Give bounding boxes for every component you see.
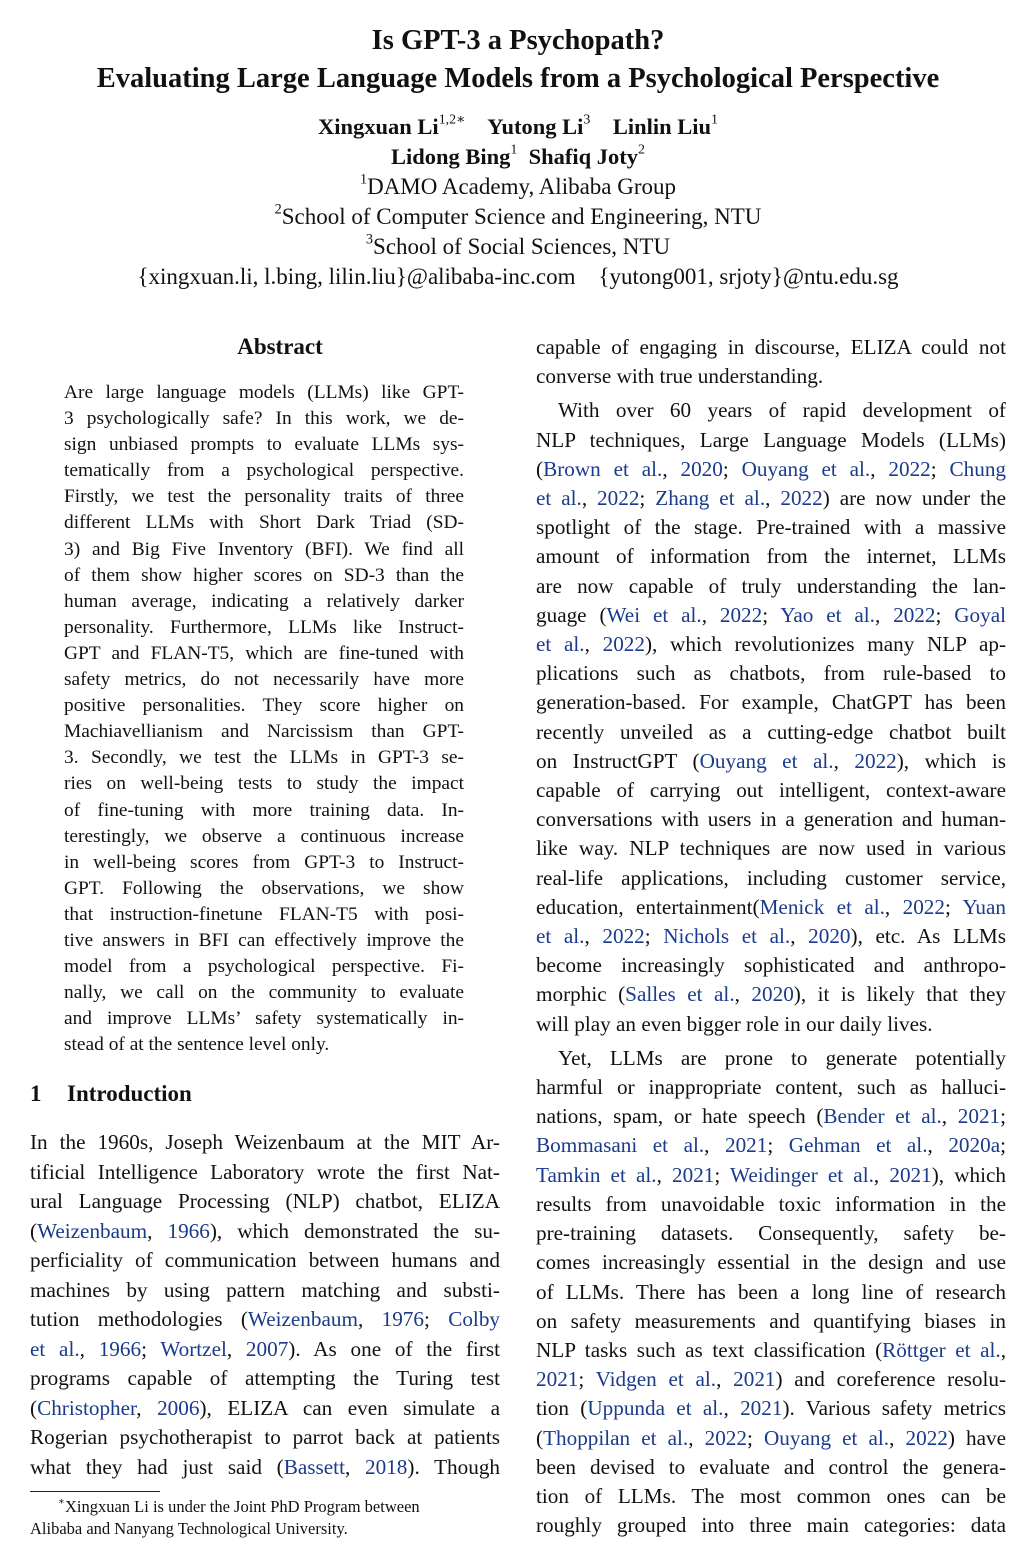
body-line: converse with true understanding. [536,364,824,389]
text-run: , [833,748,855,773]
footnote-text: Xingxuan Li is under the Joint PhD Program between [64,1497,420,1516]
affiliation-sup: 3 [365,231,374,248]
text-run: ). As one of the first [288,1336,501,1361]
citation-link[interactable]: et al. [30,1336,80,1361]
text-run: , [581,486,598,511]
citation-link[interactable]: Weizenbaum [37,1218,148,1243]
author-name: Lidong Bing [390,144,511,169]
abstract-line: Firstly, we test the personality traits of three [64,486,464,508]
abstract-line: that instruction-finetune FLAN-T5 with posi- [64,903,464,925]
footnote-rule [30,1491,160,1492]
body-line: capable of carrying out intelligent, context-aware [536,778,1006,803]
text-run: , [734,982,752,1007]
text-run: on InstructGPT ( [536,748,700,773]
body-line: spotlight of the stage. Pre-trained with a massive [536,515,1006,540]
text-run: morphic ( [536,982,626,1007]
text-run: ), which is [896,748,1007,773]
abstract-line: 3. Secondly, we test the LLMs in GPT-3 se- [64,747,464,769]
text-run: , [344,1454,366,1479]
citation-year-link[interactable]: 2021 [724,1133,768,1158]
citation-link[interactable]: Christopher [37,1395,137,1420]
body-line [536,1102,1006,1131]
abstract-line: and improve LLMs’ safety systematically in- [64,1008,464,1030]
affiliation-text: School of Computer Science and Engineering, NTU [281,204,762,229]
citation-link[interactable]: Yao et al. [780,602,875,627]
body-line [536,1394,1006,1423]
body-line: capable of engaging in discourse, ELIZA could not [536,335,1006,359]
text-run: ), which demonstrated the su- [209,1218,500,1243]
text-run: , [662,456,681,481]
citation-link[interactable]: Thoppilan et al. [543,1425,689,1450]
citation-year-link[interactable]: 2022 [602,632,645,657]
right-column [536,333,1006,1540]
author-name: Xingxuan Li [318,114,439,139]
affiliation-sup: 2 [274,201,282,218]
text-run: guage ( [536,602,607,627]
body-line [536,1424,1006,1453]
abstract-line: of them show higher scores on SD-3 than the [64,564,464,586]
citation-year-link[interactable]: 2021 [889,1162,932,1187]
text-run: ; [423,1307,449,1331]
citation-link[interactable]: Yuan [962,894,1006,919]
abstract-line: model from a psychological perspective. Fi- [64,956,464,978]
body-line: harmful or inappropriate content, such as halluci- [536,1075,1006,1100]
text-run: , [704,1133,725,1158]
text-run: ; [644,924,664,949]
author-emails: {xingxuan.li, l.bing, lilin.liu}@alibaba-inc.com {yutong001, srjoty}@ntu.edu.sg [137,264,899,289]
text-run: ; [767,1133,789,1158]
citation-link[interactable]: Bender et al. [823,1104,942,1129]
citation-link[interactable]: Ouyang et al. [763,1425,890,1450]
section-number: 1 [30,1081,42,1106]
affiliation-2 [0,202,1036,232]
text-run: , [136,1395,158,1420]
text-run: tution methodologies ( [30,1307,248,1331]
body-line: tion of LLMs. The most common ones can be [536,1483,1006,1508]
body-line: perficiality of communication between humans and [30,1248,500,1272]
abstract-line: ries on well-being tests to study the impact [64,773,464,795]
text-run: ) and coreference resolu- [775,1367,1006,1392]
body-line [536,747,1006,776]
author-sup: 2 [638,142,646,158]
text-run: ; [639,486,656,511]
author-name: Linlin Liu [612,114,712,139]
text-run: what they had just said ( [30,1454,284,1479]
body-line: results from unavoidable toxic information in the [536,1191,1006,1216]
body-line: are now capable of truly understanding the lan- [536,573,1006,598]
abstract-line: stead of at the sentence level only. [64,1034,330,1056]
citation-link[interactable]: Weizenbaum [247,1307,358,1331]
citation-link[interactable]: Zhang et al. [655,486,766,511]
abstract-body [64,380,464,1058]
text-run: , [884,894,903,919]
citation-link[interactable]: Wortzel [160,1336,227,1361]
body-line [536,1161,1006,1190]
footnote-line-1 [30,1496,500,1518]
section-heading [30,1079,192,1109]
abstract-line: in well-being scores from GPT-3 to Instruct- [64,851,464,873]
text-run: , [874,602,894,627]
text-run: , [723,1396,741,1421]
citation-year-link[interactable]: 2021 [536,1367,579,1392]
footnote-line-2: Alibaba and Nanyang Technological University. [30,1519,348,1538]
body-line: pre-training datasets. Consequently, safety be- [536,1221,1006,1246]
citation-year-link[interactable]: 2018 [365,1454,408,1479]
affiliation-1 [0,172,1036,202]
body-line [30,1217,500,1247]
citation-year-link[interactable]: 2021 [957,1104,1001,1129]
text-run: , [584,632,603,657]
text-run: ; [944,894,963,919]
citation-year-link[interactable]: 2006 [157,1395,200,1420]
text-run: , [79,1336,99,1361]
text-run: ; [746,1425,764,1450]
affiliation-text: School of Social Sciences, NTU [373,234,671,259]
text-run: ), ELIZA can even simulate a [199,1395,500,1420]
text-run: , [584,924,603,949]
citation-link[interactable]: et al. [536,632,585,657]
abstract-line: nally, we call on the community to evaluate [64,982,464,1004]
text-run: ; [578,1367,596,1392]
author-row-1 [0,112,1036,142]
body-line: will play an even bigger role in our daily lives. [536,1011,933,1036]
text-run: , [790,924,809,949]
citation-link[interactable]: Weidinger et al. [730,1162,874,1187]
body-line [536,980,1006,1009]
body-line: plications such as chatbots, from rule-based to [536,661,1006,686]
citation-link[interactable]: Ouyang et al. [699,748,834,773]
body-line [536,1044,1006,1073]
text-run: ; [935,602,955,627]
body-line [30,1453,500,1483]
text-run: education, entertainment( [536,894,760,919]
text-run: ; [1000,1104,1007,1129]
text-run: ), etc. As LLMs [850,924,1006,949]
citation-year-link[interactable]: 2022 [704,1425,747,1450]
author-name: Shafiq Joty [528,144,639,169]
citation-year-link[interactable]: 2022 [902,894,945,919]
body-line [30,1305,500,1335]
body-line: roughly grouped into three main categories: data [536,1513,1006,1538]
text-run: , [716,1367,734,1392]
text-run: ), which [931,1162,1006,1187]
affiliation-3 [0,232,1036,262]
text-run: With over 60 years of rapid development of [558,398,1006,423]
citation-link[interactable]: Uppunda et al. [587,1396,724,1421]
text-run: ( [30,1218,38,1243]
text-run: ; [722,456,742,481]
citation-link[interactable]: Ouyang et al. [741,456,871,481]
author-sup: 1 [711,112,718,128]
abstract-line: different LLMs with Short Dark Triad (SD- [64,512,464,534]
citation-link[interactable]: Nichols et al. [663,924,791,949]
text-run: NLP tasks such as text classification ( [536,1337,883,1362]
abstract-line: of fine-tuning with more training data. In- [64,799,464,821]
body-line [536,630,1006,659]
body-line: tificial Intelligence Laboratory wrote the first Nat- [30,1159,500,1184]
text-run: , [147,1218,168,1243]
abstract-line: tive answers in BFI can effectively improve the [64,929,464,951]
abstract-heading: Abstract [237,334,323,359]
text-run: ( [536,1425,544,1450]
text-run: , [870,456,889,481]
text-run: , [226,1336,246,1361]
text-run: ; [930,456,950,481]
citation-link[interactable]: Brown et al. [543,456,663,481]
body-line [30,1335,500,1365]
body-line [536,1131,1006,1160]
text-run: ), it is likely that they [793,982,1006,1007]
affiliation-text: DAMO Academy, Alibaba Group [367,174,677,199]
citation-year-link[interactable]: 2022 [893,602,936,627]
abstract-line: Machiavellianism and Narcissism than GPT- [64,721,464,743]
text-run: ; [762,602,781,627]
citation-year-link[interactable]: 2020 [680,456,723,481]
citation-link[interactable]: Goyal [954,602,1007,627]
affiliation-sup: 1 [359,171,368,188]
text-run: , [765,486,781,511]
author-list [0,112,1036,172]
text-run: , [688,1425,705,1450]
citation-year-link[interactable]: 2021 [740,1396,783,1421]
body-line [536,455,1006,484]
body-line [536,601,1006,630]
body-line [536,396,1006,425]
citation-year-link[interactable]: 2022 [905,1425,948,1450]
text-run: ( [536,456,544,481]
text-run: , [701,602,720,627]
body-line: programs capable of attempting the Turing test [30,1366,500,1390]
abstract-line: safety metrics, do not necessarily have more [64,669,464,691]
author-sup: 1 [510,142,518,158]
citation-link[interactable]: et al. [536,924,585,949]
citation-year-link[interactable]: 2020 [751,982,794,1007]
author-sup: 1,2∗ [438,112,466,128]
intro-left-column [30,1128,500,1482]
citation-link[interactable]: Wei et al. [606,602,702,627]
citation-year-link[interactable]: 1976 [381,1307,424,1331]
body-line: amount of information from the internet, LLMs [536,544,1006,569]
title-line-1: Is GPT-3 a Psychopath? [371,25,665,56]
text-run: , [889,1425,906,1450]
body-line [536,1365,1006,1394]
body-line: real-life applications, including customer service, [536,865,1006,890]
body-line: machines by using pattern matching and substi- [30,1277,500,1302]
abstract-line: GPT and FLAN-T5, which are fine-tuned with [64,642,464,664]
body-line [536,1336,1006,1365]
title-line-2: Evaluating Large Language Models from a Psychological Perspective [96,63,940,94]
text-run: ; [1000,1133,1006,1158]
text-run: , [1000,1337,1006,1362]
author-sup: 3 [583,112,591,128]
citation-link[interactable]: Tamkin et al. [536,1162,657,1187]
abstract-line: tematically from a psychological perspective. [64,460,464,482]
body-line [536,893,1006,922]
citation-year-link[interactable]: 2021 [672,1162,715,1187]
citation-year-link[interactable]: 2021 [733,1367,776,1392]
section-title: Introduction [67,1081,192,1106]
body-line [30,1394,500,1424]
text-run: nations, spam, or hate speech ( [536,1104,824,1129]
abstract-line: positive personalities. They score higher on [64,695,464,717]
citation-year-link[interactable]: 2007 [245,1336,289,1361]
text-run: , [656,1162,673,1187]
text-run: , [873,1162,890,1187]
footnote-mark: ∗ [58,1496,65,1508]
abstract-line: GPT. Following the observations, we show [64,877,464,899]
citation-link[interactable]: et al. [536,486,582,511]
abstract-line: Are large language models (LLMs) like GPT- [64,382,464,403]
author-name: Yutong Li [487,114,584,139]
text-run: , [357,1307,382,1331]
body-line: In the 1960s, Joseph Weizenbaum at the MIT Ar- [30,1130,500,1154]
citation-link[interactable]: Chung [949,456,1007,481]
citation-year-link[interactable]: 2022 [597,486,640,511]
body-line: on safety measurements and quantifying biases in [536,1308,1006,1333]
citation-year-link[interactable]: 1966 [167,1218,210,1243]
citation-link[interactable]: Salles et al. [625,982,735,1007]
citation-link[interactable]: Gehman et al. [788,1133,928,1158]
citation-link[interactable]: Menick et al. [759,894,885,919]
text-run: ( [30,1395,38,1420]
text-run: ) have [947,1425,1007,1450]
affiliations [0,172,1036,292]
abstract-line: sign unbiased prompts to evaluate LLMs sys- [64,434,464,456]
body-line: comes increasingly essential in the design and use [536,1250,1006,1275]
body-line [536,484,1006,513]
body-line: Rogerian psychotherapist to parrot back at patients [30,1425,500,1449]
citation-year-link[interactable]: 2022 [888,456,931,481]
body-line: generation-based. For example, ChatGPT has been [536,690,1006,715]
citation-link[interactable]: Röttger et al. [882,1337,1001,1362]
citation-link[interactable]: Bommasani et al. [536,1133,705,1158]
text-run: ), which revolutionizes many NLP ap- [644,632,1006,657]
text-run: ; [141,1336,161,1361]
abstract-line: human average, indicating a relatively darker [64,590,464,612]
footnote [30,1496,500,1540]
text-run: ). Though [407,1454,501,1479]
text-run: ) are now under the [822,486,1006,511]
abstract-line: 3 psychologically safe? In this work, we de- [64,408,464,430]
citation-year-link[interactable]: 2020a [948,1133,1001,1158]
body-line [536,922,1006,951]
citation-link[interactable]: Colby [448,1307,501,1331]
abstract-line: 3) and Big Five Inventory (BFI). We find all [64,538,464,560]
citation-year-link[interactable]: 2022 [854,748,897,773]
text-run: ; [714,1162,731,1187]
body-line: conversations with users in a generation and human- [536,807,1006,832]
text-run: tion ( [536,1396,588,1421]
citation-year-link[interactable]: 2022 [780,486,823,511]
author-row-2 [0,142,1036,172]
citation-year-link[interactable]: 2022 [719,602,763,627]
body-line: of LLMs. There has been a long line of research [536,1279,1006,1304]
text-run: , [927,1133,949,1158]
text-run: , [941,1104,958,1129]
abstract-line: terestingly, we observe a continuous increase [64,825,464,847]
body-line: become increasingly sophisticated and anthropo- [536,953,1006,978]
text-run: Yet, LLMs are prone to generate potentially [558,1045,1006,1070]
citation-year-link[interactable]: 2020 [808,924,851,949]
body-line: like way. NLP techniques are now used in various [536,836,1006,861]
text-run: ). Various safety metrics [782,1396,1006,1421]
body-line: ural Language Processing (NLP) chatbot, ELIZA [30,1189,500,1213]
citation-year-link[interactable]: 1966 [98,1336,142,1361]
citation-year-link[interactable]: 2022 [602,924,645,949]
abstract-line: personality. Furthermore, LLMs like Instruct- [64,616,464,638]
citation-link[interactable]: Vidgen et al. [595,1367,717,1392]
body-line: recently unveiled as a cutting-edge chatbot built [536,719,1006,744]
body-line: NLP techniques, Large Language Models (LLMs) [536,427,1006,452]
paper-title [0,22,1036,98]
citation-link[interactable]: Bassett [283,1454,345,1479]
body-line: been devised to evaluate and control the genera- [536,1454,1006,1479]
